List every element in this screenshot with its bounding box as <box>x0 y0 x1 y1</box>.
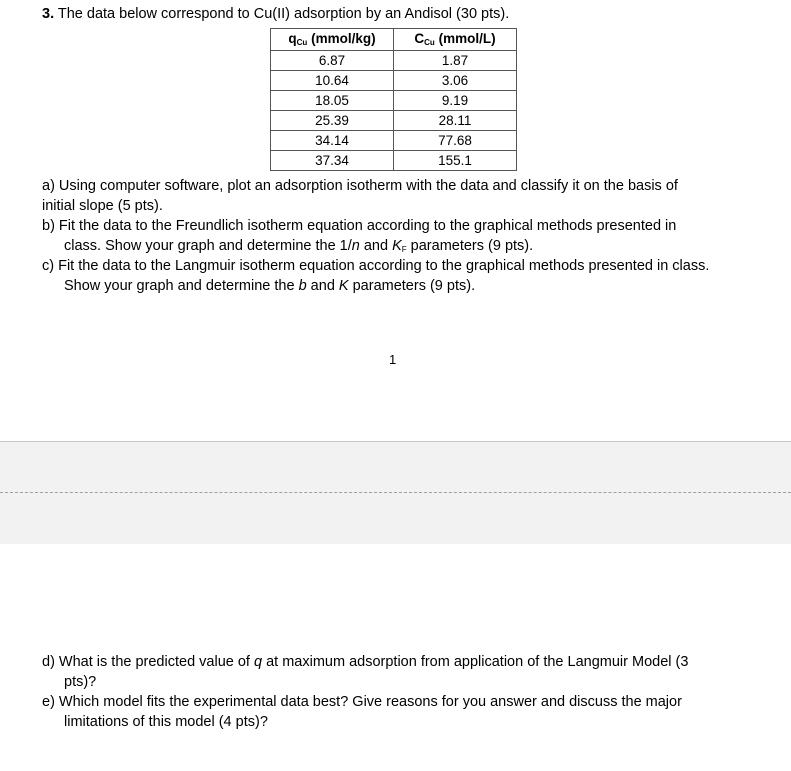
problem-number: 3. <box>42 6 55 22</box>
table-row <box>271 71 517 91</box>
page-number: 1 <box>389 352 397 367</box>
qcu-cell: 10.64 <box>271 71 394 91</box>
page-2 <box>0 544 791 771</box>
qcu-cell: 25.39 <box>271 111 394 131</box>
header-ccu: CCu (mmol/L) <box>394 29 517 51</box>
question-c: c) Fit the data to the Langmuir isotherm equation according to the graphical methods presented in class. Show your graph and determine the b and K parameters (9 pts). <box>42 258 710 294</box>
ccu-cell: 28.11 <box>394 111 517 131</box>
question-e: e) Which model fits the experimental data best? Give reasons for you answer and discuss the major limitations of this model (4 pts)? <box>42 694 682 730</box>
table-row <box>271 131 517 151</box>
ccu-cell: 9.19 <box>394 91 517 111</box>
qcu-cell: 34.14 <box>271 131 394 151</box>
data-table <box>270 28 517 171</box>
ccu-cell: 1.87 <box>394 51 517 71</box>
qcu-cell: 37.34 <box>271 151 394 171</box>
table-row <box>271 151 517 171</box>
page-break-gap <box>0 441 791 545</box>
ccu-cell: 3.06 <box>394 71 517 91</box>
question-b: b) Fit the data to the Freundlich isotherm equation according to the graphical methods presented in class. Show your graph and determine the 1/n and KF parameters (9 pts). <box>42 218 677 254</box>
table-row <box>271 111 517 131</box>
problem-title-text: The data below correspond to Cu(II) adsorption by an Andisol (30 pts). <box>57 6 510 22</box>
question-d: d) What is the predicted value of q at maximum adsorption from application of the Langmuir Model (3 pts)? <box>42 654 689 690</box>
page-break-line <box>0 492 791 493</box>
header-qcu: qCu (mmol/kg) <box>271 29 394 51</box>
question-a: a) Using computer software, plot an adsorption isotherm with the data and classify it on the basis of initial slope (5 pts). <box>42 178 678 214</box>
table-header-row <box>271 29 517 51</box>
table-row <box>271 91 517 111</box>
ccu-cell: 77.68 <box>394 131 517 151</box>
table-row <box>271 51 517 71</box>
ccu-cell: 155.1 <box>394 151 517 171</box>
qcu-cell: 6.87 <box>271 51 394 71</box>
problem-title <box>42 4 509 24</box>
qcu-cell: 18.05 <box>271 91 394 111</box>
